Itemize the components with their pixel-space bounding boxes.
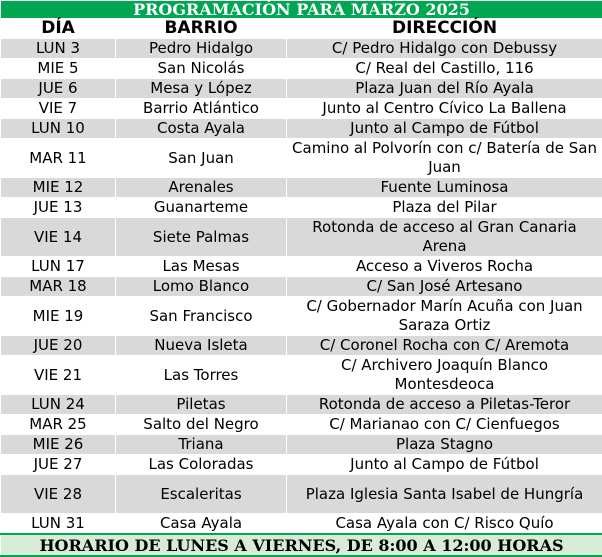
cell-dia: VIE 7 xyxy=(1,99,116,119)
cell-direccion: Plaza Stagno xyxy=(287,435,602,455)
table-row xyxy=(1,336,602,356)
cell-dia: LUN 17 xyxy=(1,257,116,277)
cell-barrio: Escaleritas xyxy=(116,475,287,514)
table-row xyxy=(1,99,602,119)
table-row xyxy=(1,178,602,198)
cell-dia: LUN 10 xyxy=(1,119,116,139)
header-direccion: DIRECCIÓN xyxy=(287,19,602,39)
table-row xyxy=(1,218,602,257)
cell-dia: MIE 5 xyxy=(1,59,116,79)
cell-barrio: Las Mesas xyxy=(116,257,287,277)
cell-barrio: Costa Ayala xyxy=(116,119,287,139)
table-row xyxy=(1,277,602,297)
cell-barrio: Las Coloradas xyxy=(116,455,287,475)
header-dia: DÍA xyxy=(1,19,116,39)
cell-dia: MIE 12 xyxy=(1,178,116,198)
cell-direccion: C/ Archivero Joaquín Blanco Montesdeoca xyxy=(287,356,602,395)
title-row xyxy=(1,1,602,19)
table-row xyxy=(1,475,602,514)
cell-direccion: Camino al Polvorín con c/ Batería de San Juan xyxy=(287,139,602,178)
table-row xyxy=(1,395,602,415)
table-row xyxy=(1,514,602,535)
cell-barrio: Pedro Hidalgo xyxy=(116,39,287,59)
header-row xyxy=(1,19,602,39)
cell-direccion: Junto al Campo de Fútbol xyxy=(287,119,602,139)
cell-direccion: C/ Gobernador Marín Acuña con Juan Saraza Ortiz xyxy=(287,297,602,336)
cell-barrio: Salto del Negro xyxy=(116,415,287,435)
table-row xyxy=(1,415,602,435)
cell-direccion: Plaza del Pilar xyxy=(287,198,602,218)
cell-barrio: Casa Ayala xyxy=(116,514,287,535)
cell-dia: VIE 21 xyxy=(1,356,116,395)
cell-barrio: Lomo Blanco xyxy=(116,277,287,297)
cell-direccion: C/ Pedro Hidalgo con Debussy xyxy=(287,39,602,59)
table-row xyxy=(1,39,602,59)
cell-dia: JUE 27 xyxy=(1,455,116,475)
cell-dia: JUE 13 xyxy=(1,198,116,218)
cell-direccion: Junto al Campo de Fútbol xyxy=(287,455,602,475)
cell-direccion: C/ San José Artesano xyxy=(287,277,602,297)
table-row xyxy=(1,435,602,455)
table-row xyxy=(1,455,602,475)
cell-barrio: Arenales xyxy=(116,178,287,198)
cell-dia: LUN 24 xyxy=(1,395,116,415)
cell-barrio: Guanarteme xyxy=(116,198,287,218)
cell-dia: LUN 31 xyxy=(1,514,116,535)
cell-barrio: San Juan xyxy=(116,139,287,178)
cell-direccion: Rotonda de acceso a Piletas-Teror xyxy=(287,395,602,415)
table-row xyxy=(1,257,602,277)
cell-barrio: San Francisco xyxy=(116,297,287,336)
cell-dia: MAR 25 xyxy=(1,415,116,435)
table-row xyxy=(1,297,602,336)
cell-direccion: C/ Coronel Rocha con C/ Aremota xyxy=(287,336,602,356)
cell-direccion: C/ Real del Castillo, 116 xyxy=(287,59,602,79)
table-row xyxy=(1,356,602,395)
cell-dia: LUN 3 xyxy=(1,39,116,59)
cell-dia: MIE 19 xyxy=(1,297,116,336)
table-row xyxy=(1,59,602,79)
cell-dia: VIE 28 xyxy=(1,475,116,514)
cell-direccion: Fuente Luminosa xyxy=(287,178,602,198)
cell-barrio: Nueva Isleta xyxy=(116,336,287,356)
table-row xyxy=(1,119,602,139)
cell-barrio: Las Torres xyxy=(116,356,287,395)
cell-barrio: Siete Palmas xyxy=(116,218,287,257)
cell-barrio: Piletas xyxy=(116,395,287,415)
schedule-hours: HORARIO DE LUNES A VIERNES, DE 8:00 A 12:00 HORAS xyxy=(1,534,602,556)
table-row xyxy=(1,198,602,218)
cell-direccion: Acceso a Viveros Rocha xyxy=(287,257,602,277)
cell-dia: VIE 14 xyxy=(1,218,116,257)
cell-direccion: Junto al Centro Cívico La Ballena xyxy=(287,99,602,119)
header-barrio: BARRIO xyxy=(116,19,287,39)
table-title: PROGRAMACIÓN PARA MARZO 2025 xyxy=(1,1,602,19)
cell-direccion: Plaza Iglesia Santa Isabel de Hungría xyxy=(287,475,602,514)
table-row xyxy=(1,79,602,99)
cell-direccion: C/ Marianao con C/ Cienfuegos xyxy=(287,415,602,435)
cell-barrio: San Nicolás xyxy=(116,59,287,79)
cell-dia: JUE 20 xyxy=(1,336,116,356)
cell-dia: MIE 26 xyxy=(1,435,116,455)
cell-barrio: Triana xyxy=(116,435,287,455)
footer-row xyxy=(1,534,602,556)
cell-direccion: Rotonda de acceso al Gran Canaria Arena xyxy=(287,218,602,257)
cell-dia: MAR 18 xyxy=(1,277,116,297)
cell-direccion: Casa Ayala con C/ Risco Quío xyxy=(287,514,602,535)
table-row xyxy=(1,139,602,178)
cell-barrio: Mesa y López xyxy=(116,79,287,99)
cell-dia: MAR 11 xyxy=(1,139,116,178)
cell-barrio: Barrio Atlántico xyxy=(116,99,287,119)
cell-direccion: Plaza Juan del Río Ayala xyxy=(287,79,602,99)
cell-dia: JUE 6 xyxy=(1,79,116,99)
